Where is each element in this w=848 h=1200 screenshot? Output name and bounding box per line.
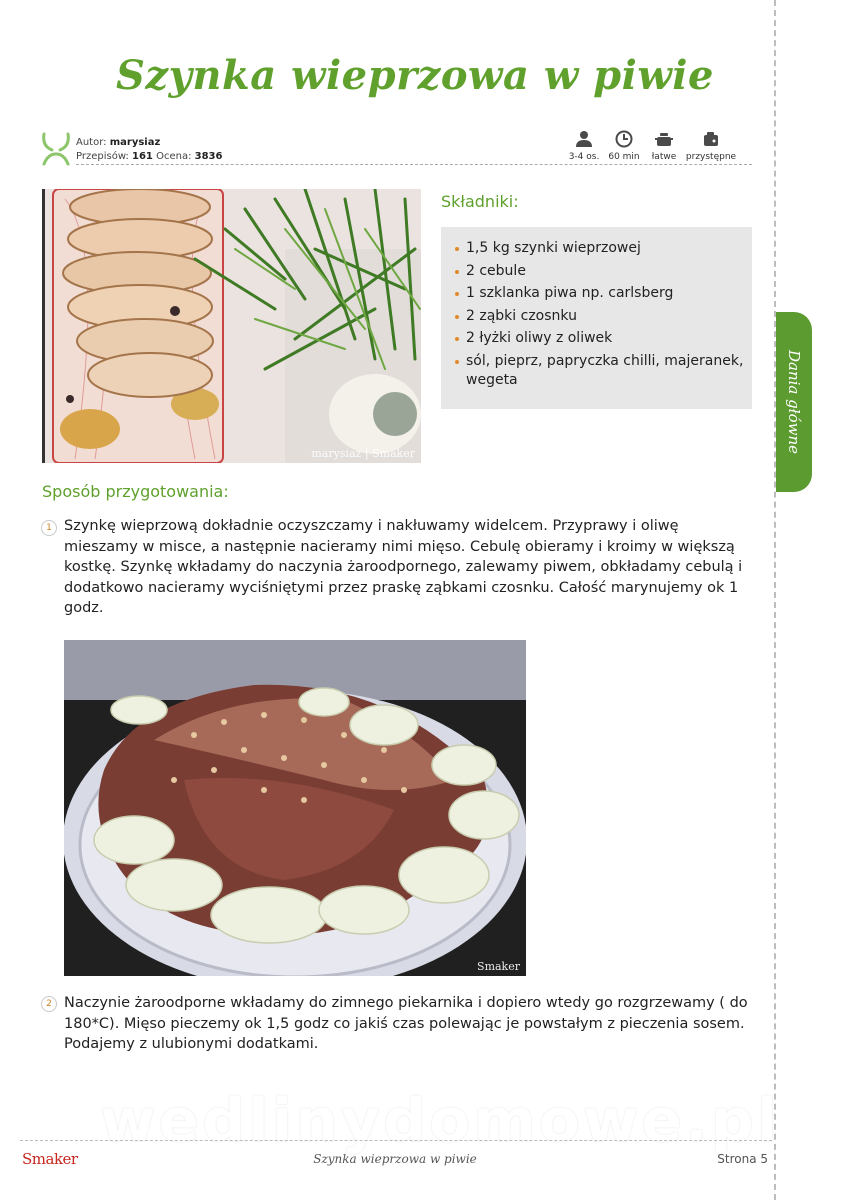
category-side-tab-label: Dania główne — [785, 349, 803, 454]
roast-dish-illustration — [64, 640, 526, 976]
clock-icon — [615, 130, 633, 148]
category-side-tab[interactable] — [776, 312, 812, 492]
cut-line — [774, 0, 776, 1200]
ingredients-list — [441, 227, 752, 390]
rating-value: 3836 — [194, 151, 223, 162]
cost-label: przystępne — [685, 152, 737, 162]
recipe-title: Szynka wieprzowa w piwie — [116, 52, 714, 99]
page-number: Strona 5 — [717, 1152, 768, 1166]
sliced-ham-illustration — [45, 189, 421, 463]
step-number: 1 — [41, 520, 57, 536]
ingredients-heading: Składniki: — [441, 192, 519, 211]
recipe-photo-sliced-ham — [42, 189, 421, 463]
ingredient-item: 2 łyżki oliwy z oliwek — [455, 329, 746, 348]
smaker-logo[interactable]: Smaker — [22, 1150, 78, 1168]
rating-label: Ocena: — [156, 151, 192, 162]
difficulty-label: łatwe — [651, 152, 677, 162]
cost-meta — [681, 130, 741, 162]
ingredient-item: sól, pieprz, papryczka chilli, majeranek, wegeta — [455, 352, 746, 390]
step-number: 2 — [41, 996, 57, 1012]
wallet-icon — [702, 130, 720, 148]
ingredient-item: 1 szklanka piwa np. carlsberg — [455, 284, 746, 303]
ingredient-item: 2 cebule — [455, 262, 746, 281]
pot-icon — [655, 130, 673, 148]
recipes-count: 161 — [132, 151, 153, 162]
step-text: Naczynie żaroodporne wkładamy do zimnego piekarnika i dopiero wtedy go rozgrzewamy ( do 180*C). Mięso pieczemy ok 1,5 godz co jakiś czas polewając je powstałym z pieczenia sosem. Podajemy z ulubionymi dodatkami. — [64, 995, 748, 1053]
photo1-watermark: marysiaz | Smaker — [311, 447, 415, 460]
ingredient-item: 1,5 kg szynki wieprzowej — [455, 239, 746, 258]
photo2-watermark: Smaker — [477, 960, 520, 973]
step-text: Szynkę wieprzową dokładnie oczyszczamy i nakłuwamy widelcem. Przyprawy i oliwę mieszamy w misce, a następnie nacieramy nimi mięso. Cebulę obieramy i kroimy w większą kostkę. Szynkę wkładamy do naczynia żaroodpornego, zalewamy piwem, obkładamy cebulą i dodatkowo nacieramy wyciśniętymi przez praskę ząbkami czosnku. Całość marynujemy ok 1 godz. — [64, 518, 743, 617]
recipes-label: Przepisów: — [76, 151, 129, 162]
time-label: 60 min — [608, 152, 640, 162]
site-watermark: wedlinydomowe.pl — [100, 1086, 781, 1156]
meta-divider — [76, 164, 752, 165]
footer-divider — [20, 1140, 772, 1141]
ingredient-item: 2 ząbki czosnku — [455, 307, 746, 326]
author-info — [76, 136, 222, 164]
smaker-author-icon — [40, 132, 72, 166]
author-name[interactable]: marysiaz — [109, 137, 161, 148]
recipe-photo-roast-dish — [64, 640, 526, 976]
servings-label: 3-4 os. — [568, 152, 600, 162]
author-label: Autor: — [76, 137, 107, 148]
footer-recipe-title: Szynka wieprzowa w piwie — [313, 1152, 477, 1166]
method-heading: Sposób przygotowania: — [42, 482, 229, 501]
person-icon — [575, 130, 593, 148]
ingredients-box — [441, 227, 752, 409]
